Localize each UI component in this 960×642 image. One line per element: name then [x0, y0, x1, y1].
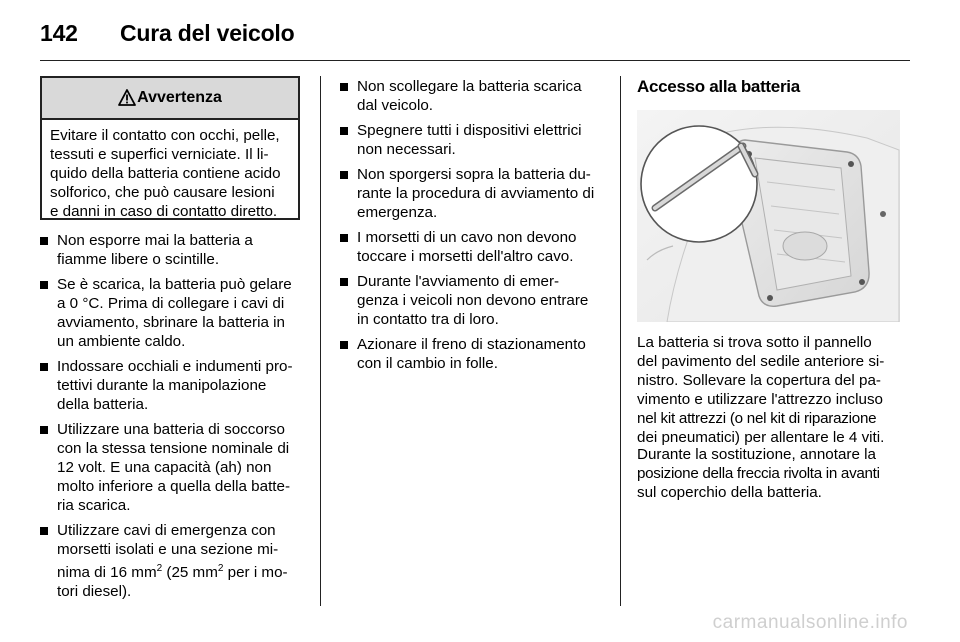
list-item: [340, 77, 610, 115]
battery-location-paragraph: [637, 333, 909, 447]
text-run: (25 mm: [162, 564, 218, 582]
paragraph-line: sul coperchio della batteria.: [637, 484, 822, 501]
list-item-line: morsetti isolati e una sezione mi-: [57, 541, 279, 558]
column-divider-2: [620, 76, 621, 606]
list-item-line: Non sporgersi sopra la batteria du-: [357, 166, 591, 183]
bullet-square-icon: [340, 341, 348, 349]
list-item: [340, 121, 610, 159]
list-item-line: a 0 °C. Prima di collegare i cavi di: [57, 295, 285, 312]
page-number: 142: [40, 20, 78, 46]
list-item-line: Indossare occhiali e indumenti pro-: [57, 358, 293, 375]
paragraph-line: del pavimento del sedile anteriore si-: [637, 353, 885, 370]
bullet-square-icon: [40, 527, 48, 535]
warning-triangle-icon: [118, 89, 136, 106]
list-item-line: Non esporre mai la batteria a: [57, 232, 253, 249]
replacement-note-paragraph: [637, 445, 909, 502]
list-item-line: toccare i morsetti dell'altro cavo.: [357, 248, 574, 265]
paragraph-line: La batteria si trova sotto il pannello: [637, 334, 872, 351]
list-item-line: [57, 559, 308, 582]
bullet-square-icon: [340, 278, 348, 286]
list-item-line: non necessari.: [357, 141, 456, 158]
list-item: [340, 165, 610, 222]
list-item-line: 12 volt. E una capacità (ah) non: [57, 459, 272, 476]
column-divider-1: [320, 76, 321, 606]
list-item-line: I morsetti di un cavo non devono: [357, 229, 577, 246]
list-item-line: Utilizzare una batteria di soccorso: [57, 421, 285, 438]
list-item-line: in contatto tra di loro.: [357, 311, 499, 328]
list-item-cables: [40, 521, 308, 601]
list-item-line: dal veicolo.: [357, 97, 433, 114]
list-item-line: tettivi durante la manipolazione: [57, 377, 267, 394]
list-item: [40, 420, 308, 515]
battery-cover-illustration: [637, 110, 900, 322]
list-item: [340, 228, 610, 266]
section-title: Cura del veicolo: [120, 20, 295, 46]
warning-line: e danni in caso di contatto diretto.: [50, 203, 278, 220]
bullet-square-icon: [340, 171, 348, 179]
list-item-line: molto inferiore a quella della batte-: [57, 478, 291, 495]
list-item-line: Non scollegare la batteria scarica: [357, 78, 582, 95]
warning-title: Avvertenza: [137, 89, 222, 106]
bullet-square-icon: [340, 234, 348, 242]
list-item-line: rante la procedura di avviamento di: [357, 185, 595, 202]
paragraph-line: Durante la sostituzione, annotare la: [637, 446, 876, 463]
list-item-line: con il cambio in folle.: [357, 355, 498, 372]
list-item-line: Utilizzare cavi di emergenza con: [57, 522, 276, 539]
list-item-line: avviamento, sbrinare la batteria in: [57, 314, 285, 331]
warning-line: Evitare il contatto con occhi, pelle,: [50, 127, 280, 144]
text-run: per i mo-: [223, 564, 288, 582]
list-item-line: un ambiente caldo.: [57, 333, 186, 350]
warning-line: quido della batteria contiene acido: [50, 165, 281, 182]
bullet-square-icon: [340, 127, 348, 135]
list-item-line: con la stessa tensione nominale di: [57, 440, 290, 457]
list-item: [40, 357, 308, 414]
column1-bullet-list: [40, 231, 308, 607]
warning-header: [42, 78, 298, 120]
page-header: [40, 16, 910, 56]
list-item-line: Spegnere tutti i dispositivi elettrici: [357, 122, 582, 139]
column2-bullet-list: [340, 77, 610, 379]
list-item-line: fiamme libere o scintille.: [57, 251, 220, 268]
warning-text: [42, 120, 298, 221]
list-item-line: genza i veicoli non devono entrare: [357, 292, 589, 309]
list-item: [40, 231, 308, 269]
superscript: 2: [217, 563, 224, 574]
list-item-line: Durante l'avviamento di emer-: [357, 273, 560, 290]
bullet-square-icon: [340, 83, 348, 91]
watermark: carmanualsonline.info: [712, 612, 908, 633]
list-item: [340, 335, 610, 373]
bullet-square-icon: [40, 237, 48, 245]
warning-line: tessuti e superfici verniciate. Il li-: [50, 146, 269, 163]
list-item-line: tori diesel).: [57, 583, 132, 601]
superscript: 2: [156, 563, 163, 574]
paragraph-line: vimento e utilizzare l'attrezzo incluso: [637, 391, 884, 408]
warning-box: [40, 76, 300, 220]
warning-line: solforico, che può causare lesioni: [50, 184, 275, 201]
bullet-square-icon: [40, 281, 48, 289]
paragraph-line: nistro. Sollevare la copertura del pa-: [637, 372, 881, 389]
access-heading: Accesso alla batteria: [637, 77, 800, 96]
paragraph-line: dei pneumatici) per allentare le 4 viti.: [637, 429, 885, 446]
text-run: nima di 16 mm: [57, 564, 157, 582]
bullet-square-icon: [40, 363, 48, 371]
paragraph-line: posizione della freccia rivolta in avanti: [637, 465, 880, 482]
list-item-line: ria scarica.: [57, 497, 131, 514]
list-item: [340, 272, 610, 329]
list-item-line: Azionare il freno di stazionamento: [357, 336, 586, 353]
list-item-line: emergenza.: [357, 204, 438, 221]
list-item: [40, 275, 308, 351]
header-rule: [40, 60, 910, 61]
list-item-line: della batteria.: [57, 396, 149, 413]
paragraph-line: nel kit attrezzi (o nel kit di riparazione: [637, 410, 877, 427]
bullet-square-icon: [40, 426, 48, 434]
list-item-line: Se è scarica, la batteria può gelare: [57, 276, 292, 293]
